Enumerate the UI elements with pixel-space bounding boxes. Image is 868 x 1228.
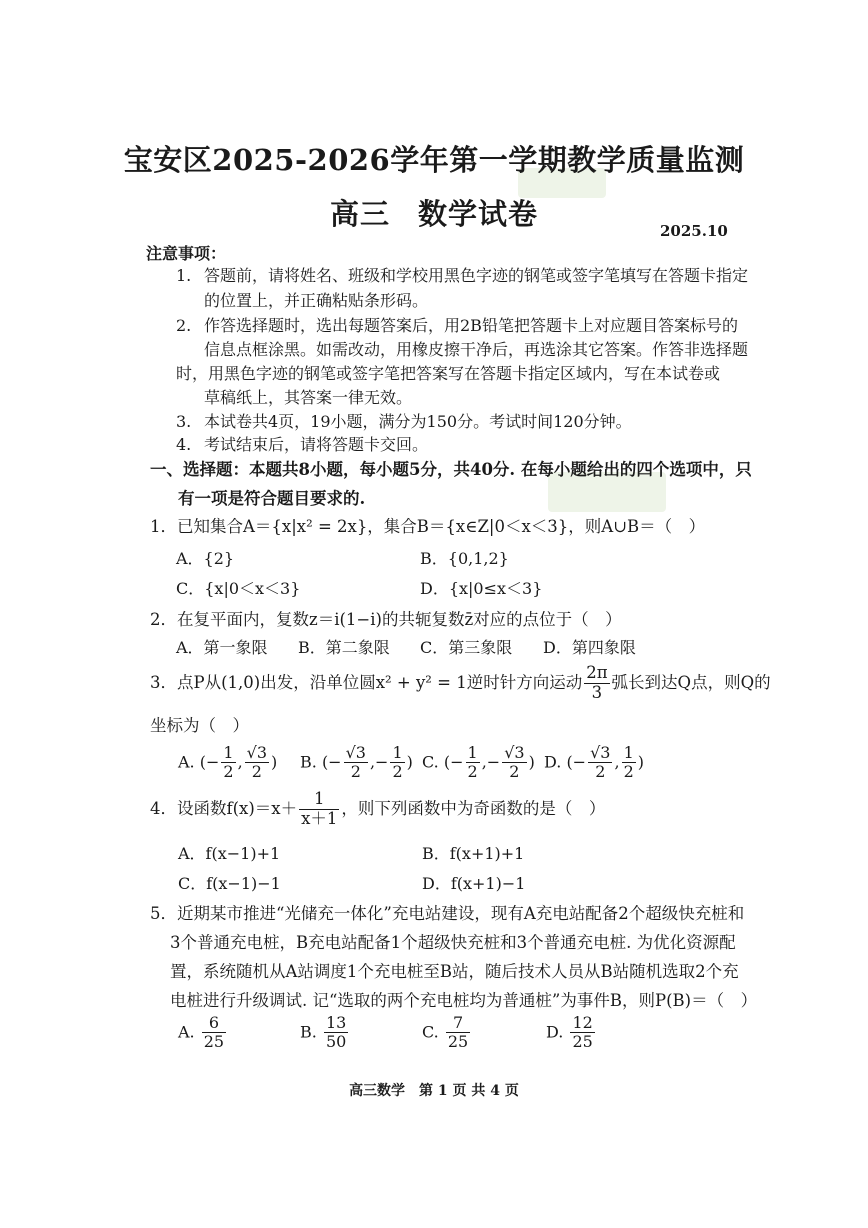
q5-option-a: A. $\frac{6}{25}$ xyxy=(178,1013,225,1052)
q3-option-d: D. (− $\frac{√3}{2}$ , $\frac{1}{2}$ ) xyxy=(544,743,644,782)
exam-subtitle xyxy=(0,192,868,233)
notice-item-3: 3. 本试卷共4页，19小题，满分为150分。考试时间120分钟。 xyxy=(176,412,632,431)
q3-option-c: C. (− $\frac{1}{2}$ ,− $\frac{√3}{2}$ ) xyxy=(422,743,535,782)
notice-item-2: 2. 作答选择题时，选出每题答案后，用2B铅笔把答题卡上对应题目答案标号的 xyxy=(176,316,738,335)
q5-option-d: D. $\frac{12}{25}$ xyxy=(546,1013,593,1052)
q4-option-c: C．f(x−1)−1 xyxy=(178,874,281,893)
subject-label: 数学试卷 xyxy=(418,197,539,231)
q1-option-b: B．{0,1,2} xyxy=(420,549,509,568)
exam-title: 宝安区2025-2026学年第一学期教学质量监测 xyxy=(123,143,745,177)
notice-line: 信息点框涂黑。如需改动，用橡皮擦干净后，再选涂其它答案。作答非选择题 xyxy=(204,340,749,359)
q1-option-d: D．{x|0≤x＜3} xyxy=(420,579,543,598)
notice-item-1: 1. 答题前，请将姓名、班级和学校用黑色字迹的钢笔或签字笔填写在答题卡指定 xyxy=(176,266,749,285)
arc-length-fraction: $\frac{2\pi}{3}$ xyxy=(586,663,608,702)
notice-line: 时，用黑色字迹的钢笔或签字笔把答案写在答题卡指定区域内，写在本试卷或 xyxy=(176,364,721,383)
q1-option-a: A．{2} xyxy=(176,549,235,568)
q2-option-c: C．第三象限 xyxy=(420,638,513,657)
q5-option-b: B. $\frac{13}{50}$ xyxy=(300,1013,347,1052)
question-5-stem-cont: 置，系统随机从A站调度1个充电桩至B站，随后技术人员从B站随机选取2个充 xyxy=(170,962,739,981)
q1-option-c: C．{x|0＜x＜3} xyxy=(176,579,301,598)
notice-line: 的位置上，并正确粘贴条形码。 xyxy=(204,291,429,310)
notice-heading: 注意事项： xyxy=(146,244,227,263)
notice-line: 草稿纸上，其答案一律无效。 xyxy=(204,388,413,407)
q4-option-b: B．f(x+1)+1 xyxy=(422,844,525,863)
question-5-stem-cont: 电桩进行升级调试. 记“选取的两个充电桩均为普通桩”为事件B，则P(B)＝（ ） xyxy=(170,991,758,1010)
question-3-stem-cont: 坐标为（ ） xyxy=(150,716,249,735)
q2-option-a: A．第一象限 xyxy=(176,638,268,657)
question-5-stem-cont: 3个普通充电桩，B充电站配备1个超级快充桩和3个普通充电桩. 为优化资源配 xyxy=(170,933,736,952)
notice-item-4: 4. 考试结束后，请将答题卡交回。 xyxy=(176,435,429,454)
q2-option-b: B．第二象限 xyxy=(298,638,390,657)
q2-option-d: D．第四象限 xyxy=(543,638,636,657)
section-heading: 一、选择题：本题共8小题，每小题5分，共40分. 在每小题给出的四个选项中，只 xyxy=(150,460,752,479)
q5-option-c: C. $\frac{7}{25}$ xyxy=(422,1013,469,1052)
question-2-stem: 2．在复平面内，复数z＝i(1−i)的共轭复数z̄对应的点位于（ ） xyxy=(150,610,622,629)
q3-option-a: A. (− $\frac{1}{2}$ , $\frac{√3}{2}$ ) xyxy=(178,743,278,782)
question-4-stem: 4．设函数f(x)＝x＋ $\frac{1}{x+1}$ ，则下列函数中为奇函数的是（ ） xyxy=(150,789,606,828)
grade-label: 高三 xyxy=(329,197,390,231)
exam-date: 2025.10 xyxy=(660,222,728,240)
q4-option-a: A．f(x−1)+1 xyxy=(178,844,281,863)
section-heading-cont: 有一项是符合题目要求的. xyxy=(178,489,366,508)
question-1-stem: 1．已知集合A＝{x|x² = 2x}，集合B＝{x∈Z|0＜x＜3}，则A∪B＝（ ） xyxy=(150,517,706,536)
question-3-stem: 3．点P从(1,0)出发，沿单位圆x² + y² = 1逆时针方向运动 $\frac{2\pi}{3}$ 弧长到达Q点，则Q的 xyxy=(150,663,771,702)
page-footer: 高三数学 第 1 页 共 4 页 xyxy=(349,1083,519,1099)
question-5-stem: 5．近期某市推进“光储充一体化”充电站建设，现有A充电站配备2个超级快充桩和 xyxy=(150,904,745,923)
q3-option-b: B. (− $\frac{√3}{2}$ ,− $\frac{1}{2}$ ) xyxy=(300,743,413,782)
q4-option-d: D．f(x+1)−1 xyxy=(422,874,526,893)
function-fraction: $\frac{1}{x+1}$ xyxy=(301,789,338,828)
